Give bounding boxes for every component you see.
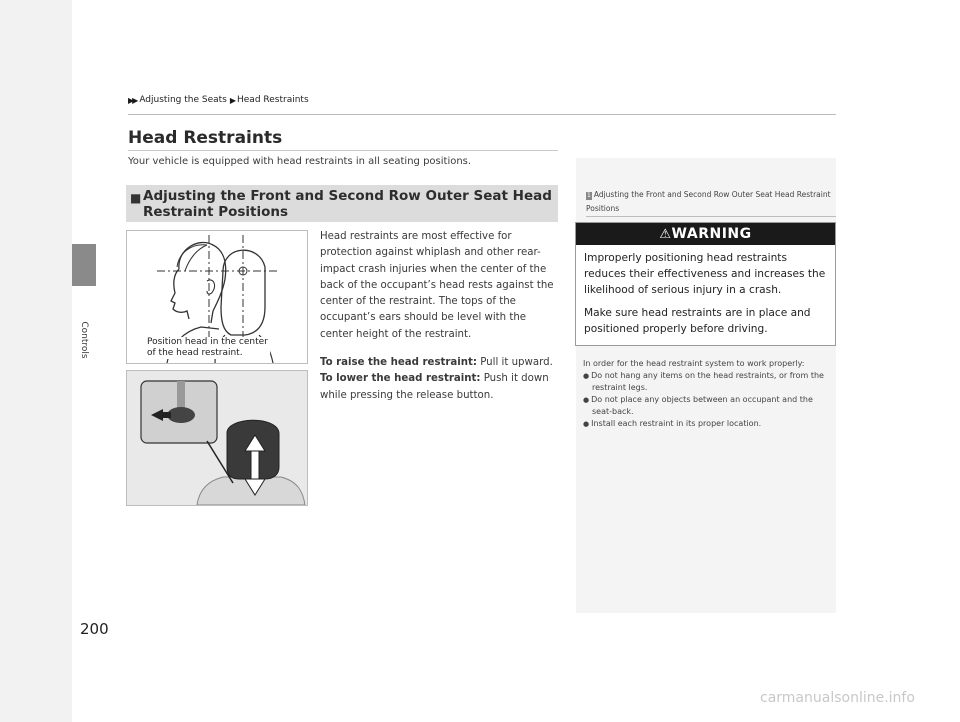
list-item: ● Install each restraint in its proper location. <box>583 418 833 431</box>
note-reference-marker: 1 <box>587 192 591 199</box>
restraint-adjust-illustration <box>127 371 307 505</box>
note-intro: In order for the head restraint system to work properly: <box>583 359 805 368</box>
section-marker-icon: ■ <box>130 191 142 205</box>
note-divider <box>586 216 836 217</box>
note-bullet-list <box>583 370 833 431</box>
warning-header: ⚠WARNING <box>576 223 835 245</box>
chevron-right-icon: ▶ <box>229 95 234 105</box>
list-item: ● Do not hang any items on the head restraints, or from the restraint legs. <box>583 370 833 394</box>
head-position-figure <box>126 230 308 364</box>
figure-caption: Position head in the center of the head restraint. <box>147 337 268 358</box>
effectiveness-paragraph: Head restraints are most effective for protection against whiplash and other rear-impact crash injuries when the center of the back of the occupant’s head rests against the center of the restraint. The tops of the occupant’s ears should be level with the center height of the restraint. <box>320 231 554 340</box>
page-number: 200 <box>80 620 109 638</box>
section-title: Adjusting the Front and Second Row Outer Seat Head Restraint Positions <box>143 188 552 220</box>
note-heading: 1 Adjusting the Front and Second Row Outer Seat Head Restraint Positions <box>586 190 831 213</box>
title-divider <box>128 150 558 151</box>
page-title: Head Restraints <box>128 128 283 148</box>
raise-instruction: To raise the head restraint: Pull it upward. <box>320 357 553 369</box>
body-text <box>320 229 560 404</box>
breadcrumb <box>128 95 309 105</box>
warning-text: Improperly positioning head restraints reduces their effectiveness and increases the likelihood of serious injury in a crash. Make sure head restraints are in place and positioned properly before driving. <box>584 252 826 335</box>
warning-box <box>575 222 836 346</box>
breadcrumb-item-seats[interactable]: Adjusting the Seats <box>139 95 227 105</box>
head-restraint-adjust-figure <box>126 370 308 506</box>
section-tab-marker <box>72 244 96 286</box>
breadcrumb-item-head-restraints[interactable]: Head Restraints <box>237 95 309 105</box>
header-divider <box>128 114 836 115</box>
intro-text: Your vehicle is equipped with head restraints in all seating positions. <box>128 156 472 167</box>
note-body <box>583 358 833 430</box>
watermark: carmanualsonline.info <box>760 690 915 706</box>
margin-strip <box>0 0 72 722</box>
double-chevron-icon: ▶▶ <box>128 95 137 105</box>
list-item: ● Do not place any objects between an occupant and the seat-back. <box>583 394 833 418</box>
lower-instruction: To lower the head restraint: Push it down while pressing the release button. <box>320 373 549 401</box>
sidebar-section-label: Controls <box>79 321 89 359</box>
warning-triangle-icon: ⚠ <box>659 227 672 242</box>
